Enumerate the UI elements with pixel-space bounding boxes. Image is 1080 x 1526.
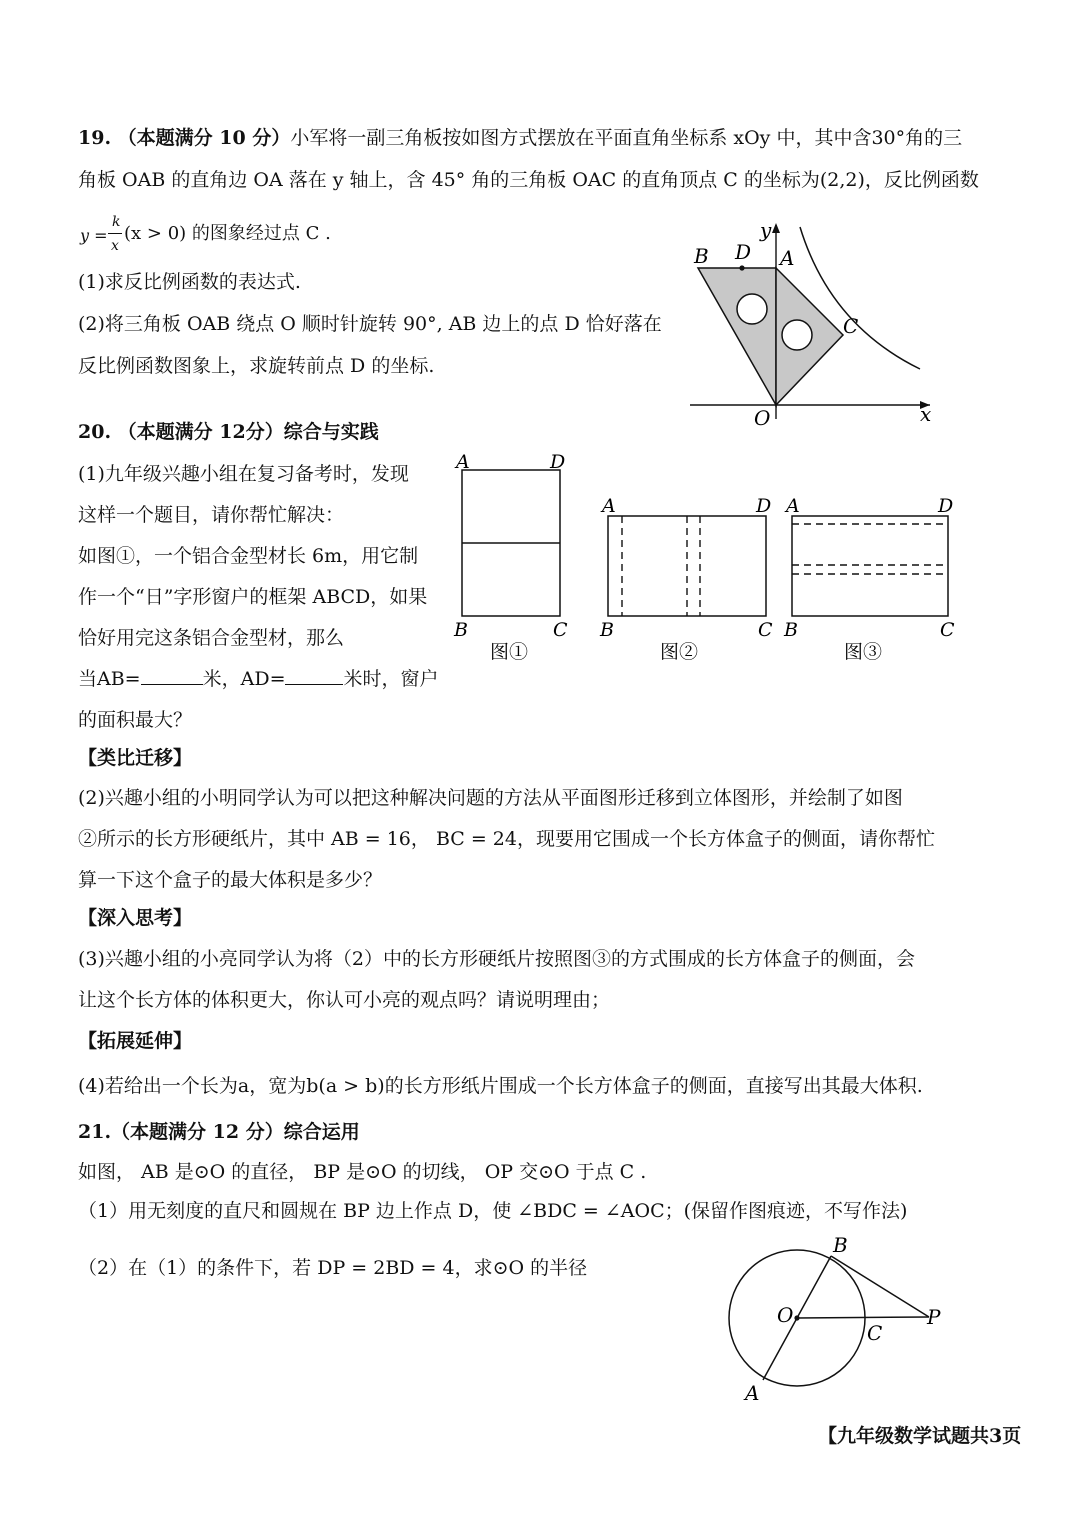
q20-p2-line-1: (2)兴趣小组的小明同学认为可以把这种解决问题的方法从平面图形迁移到立体图形，并绘制了如图: [78, 787, 903, 809]
q20-section-analogy: 【类比迁移】: [78, 747, 193, 769]
q20-p4: (4)若给出一个长为a，宽为b(a > b)的长方形纸片围成一个长方体盒子的侧面，直接写出其最大体积.: [78, 1075, 923, 1097]
q20-ad-blank: [285, 684, 343, 685]
segment-op: [797, 1317, 929, 1318]
fig3-caption: 图③: [844, 641, 883, 663]
q19-func-numerator: k: [112, 214, 121, 230]
q20-p2-line-3: 算一下这个盒子的最大体积是多少？: [78, 869, 383, 891]
point-d: [739, 265, 744, 270]
q19-line-1-text: 小军将一副三角板按如图方式摆放在平面直角坐标系 xOy 中，其中含30°角的三: [290, 127, 963, 149]
q19-part-2a: (2)将三角板 OAB 绕点 O 顺时针旋转 90°, AB 边上的点 D 恰好落在: [78, 313, 662, 335]
label-b: B: [833, 1233, 848, 1257]
q20-p1-line-6: [78, 667, 439, 691]
q19-heading: 19. （本题满分 10 分）: [78, 127, 291, 149]
triangle-hole-1: [737, 294, 767, 324]
q21-circle-figure: [715, 1230, 955, 1405]
figure-2-cardboard: [599, 495, 773, 663]
q19-func-condition: (x > 0) 的图象经过点 C .: [124, 223, 331, 244]
label-c: C: [843, 314, 859, 338]
tangent-bp: [831, 1256, 929, 1317]
q20-p3-line-2: 让这个长方体的体积更大，你认可小亮的观点吗？请说明理由；: [78, 989, 611, 1011]
page-footer: 【九年级数学试题共3页: [818, 1425, 1022, 1447]
triangle-oab: [698, 268, 776, 405]
fig1-label-a: A: [456, 451, 470, 473]
fig1-label-c: C: [553, 619, 568, 641]
q19-part-1: (1)求反比例函数的表达式.: [78, 271, 301, 293]
q20-p1-line-3: 如图①，一个铝合金型材长 6m，用它制: [78, 545, 419, 567]
q19-part-2b: 反比例函数图象上，求旋转前点 D 的坐标.: [78, 355, 435, 377]
q19-coordinate-figure: [680, 215, 942, 430]
triangle-hole-2: [782, 320, 812, 350]
q21-part-1: （1）用无刻度的直尺和圆规在 BP 边上作点 D，使 ∠BDC = ∠AOC；(保留作图痕迹，不写作法): [78, 1200, 908, 1222]
fig3-label-b: B: [784, 619, 798, 641]
fig2-caption: 图②: [660, 641, 699, 663]
q21-heading: 21.（本题满分 12 分）综合运用: [78, 1121, 360, 1143]
q20-ab-blank: [141, 684, 203, 685]
label-o: O: [777, 1303, 794, 1327]
label-p: P: [927, 1305, 941, 1329]
figure-1-window: [453, 451, 568, 663]
q20-p1-line-1: (1)九年级兴趣小组在复习备考时，发现: [78, 463, 409, 485]
q20-p1-line-4: 作一个“日”字形窗户的框架 ABCD，如果: [78, 586, 428, 608]
fig1-caption: 图①: [490, 641, 529, 663]
q19-func-y: y =: [80, 226, 108, 245]
q20-p1-line-5: 恰好用完这条铝合金型材，那么: [78, 627, 345, 649]
q20-figures: [450, 448, 970, 668]
label-a: A: [780, 246, 795, 270]
fig1-label-b: B: [454, 619, 468, 641]
fig3-label-d: D: [938, 495, 954, 517]
q20-p1-line-2: 这样一个题目，请你帮忙解决：: [78, 504, 345, 526]
label-a: A: [745, 1381, 760, 1405]
q20-p2-line-2: ②所示的长方形硬纸片，其中 AB = 16， BC = 24，现要用它围成一个长方体盒子的侧面，请你帮忙: [78, 828, 935, 850]
q19-func-denominator: x: [111, 238, 119, 254]
fig2-label-c: C: [758, 619, 773, 641]
q20-ab-suffix: 米时，窗户: [343, 668, 439, 690]
q20-ab-prefix: 当AB=: [78, 668, 141, 690]
q21-part-2: （2）在（1）的条件下，若 DP = 2BD = 4，求⊙O 的半径: [78, 1257, 588, 1279]
y-axis-arrow: [772, 223, 780, 233]
fig3-label-c: C: [940, 619, 955, 641]
fig2-label-d: D: [756, 495, 772, 517]
label-b: B: [694, 244, 709, 268]
fig2-label-a: A: [602, 495, 616, 517]
q19-line-2: 角板 OAB 的直角边 OA 落在 y 轴上，含 45° 角的三角板 OAC 的直角顶点 C 的坐标为(2,2)，反比例函数: [78, 169, 979, 191]
q20-section-deep: 【深入思考】: [78, 907, 193, 929]
q20-heading: 20. （本题满分 12分）综合与实践: [78, 421, 379, 443]
label-d: D: [735, 240, 752, 264]
q20-p3-line-1: (3)兴趣小组的小亮同学认为将（2）中的长方形硬纸片按照图③的方式围成的长方体盒子的侧面，会: [78, 948, 916, 970]
fig3-label-a: A: [786, 495, 800, 517]
center-o: [794, 1315, 799, 1320]
q20-p1-line-7: 的面积最大？: [78, 709, 193, 731]
q19-line-1: [78, 126, 962, 150]
label-x: x: [920, 402, 932, 426]
figure-3-cardboard: [783, 495, 955, 663]
fig2-label-b: B: [600, 619, 614, 641]
fig1-label-d: D: [550, 451, 566, 473]
q20-section-extension: 【拓展延伸】: [78, 1030, 193, 1052]
label-c: C: [867, 1321, 883, 1345]
label-y: y: [760, 218, 772, 242]
q21-line-1: 如图， AB 是⊙O 的直径， BP 是⊙O 的切线， OP 交⊙O 于点 C .: [78, 1161, 647, 1183]
q20-ab-mid: 米，AD=: [202, 668, 286, 690]
label-o: O: [754, 406, 771, 430]
